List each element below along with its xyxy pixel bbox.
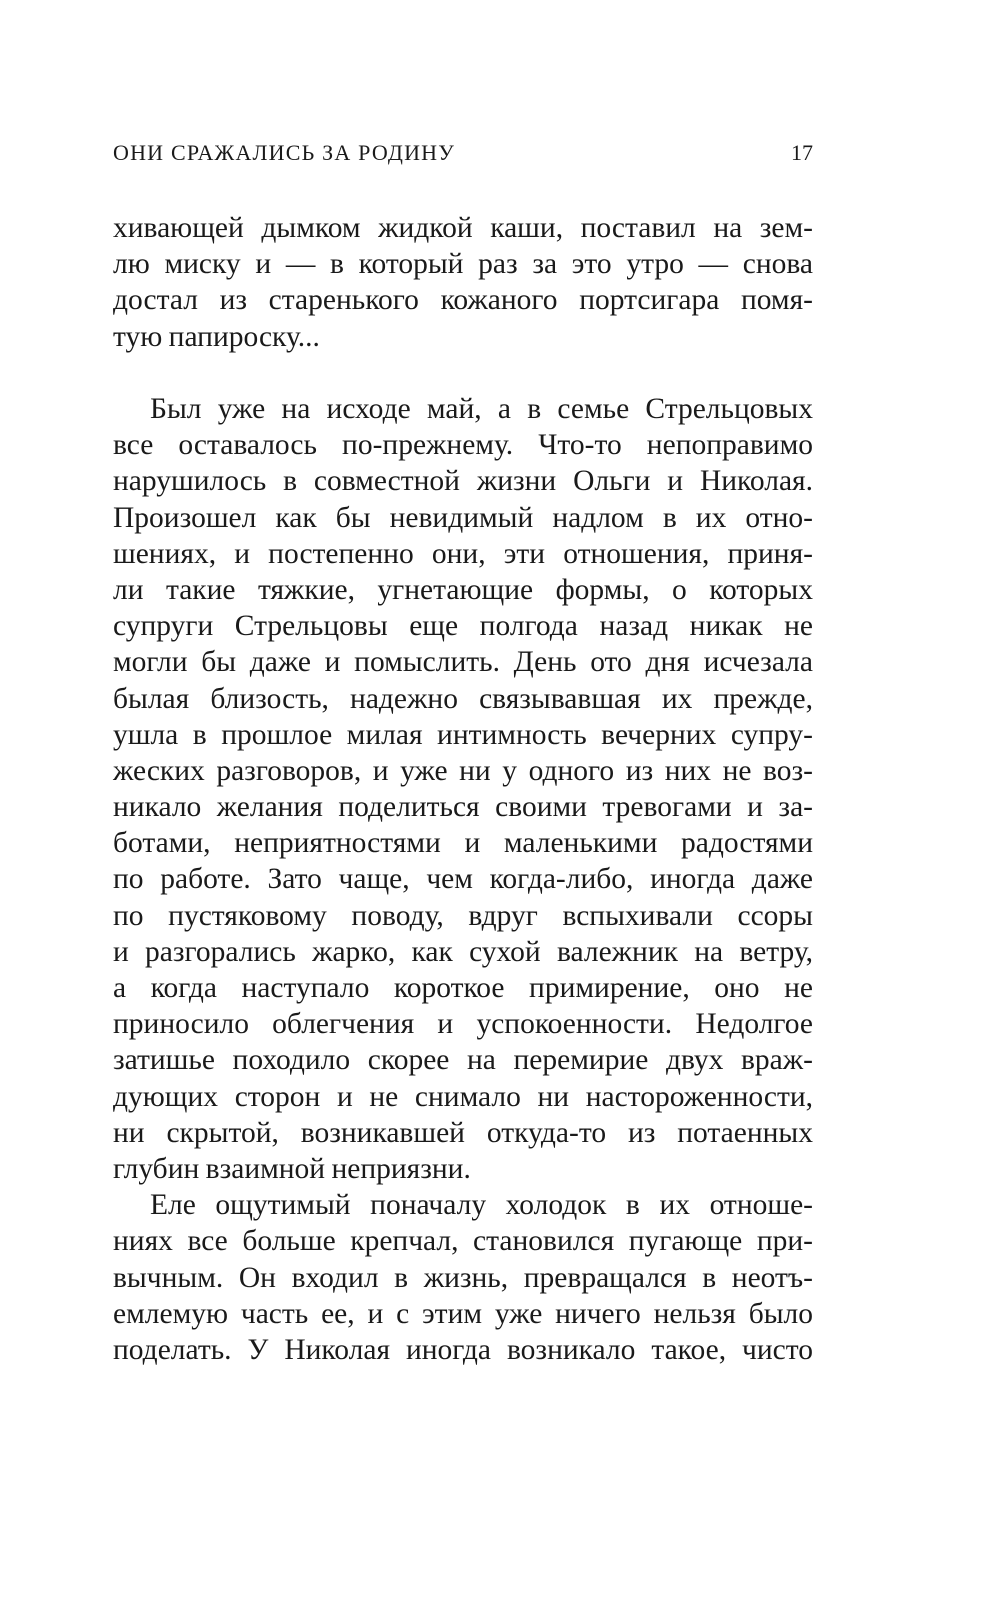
text-line: вычным. Он входил в жизнь, превращался в неотъ- bbox=[113, 1261, 813, 1294]
text-line: нарушилось в совместной жизни Ольги и Николая. bbox=[113, 465, 813, 498]
text-line: Был уже на исходе май, а в семье Стрельцовых bbox=[150, 393, 813, 425]
text-block-main bbox=[113, 391, 813, 1368]
text-line: дующих сторон и не снимало ни настороженности, bbox=[113, 1080, 813, 1113]
text-line: а когда наступало короткое примирение, оно не bbox=[113, 972, 813, 1004]
text-line: по пустяковому поводу, вдруг вспыхивали ссоры bbox=[113, 899, 813, 932]
paragraph bbox=[113, 391, 813, 1187]
text-line: глубин взаимной неприязни. bbox=[113, 1152, 471, 1185]
running-header bbox=[113, 140, 813, 170]
text-line: жеских разговоров, и уже ни у одного из них не воз- bbox=[113, 754, 813, 787]
paragraph bbox=[113, 210, 813, 355]
text-line: ниях все больше крепчал, становился пугающе при- bbox=[113, 1225, 813, 1258]
text-line: и разгорались жарко, как сухой валежник на ветру, bbox=[113, 935, 813, 968]
text-line: ушла в прошлое милая интимность вечерних супру- bbox=[113, 718, 813, 751]
text-line: ли такие тяжкие, угнетающие формы, о которых bbox=[113, 573, 813, 606]
paragraph bbox=[113, 1187, 813, 1368]
text-line: по работе. Зато чаще, чем когда-либо, иногда даже bbox=[113, 863, 813, 896]
text-line: достал из старенького кожаного портсигара помя- bbox=[113, 284, 813, 317]
text-line: супруги Стрельцовы еще полгода назад никак не bbox=[113, 610, 813, 643]
text-line: ни скрытой, возникавшей откуда-то из потаенных bbox=[113, 1116, 813, 1149]
text-line: тую папироску... bbox=[113, 320, 320, 353]
text-line: могли бы даже и помыслить. День ото дня исчезала bbox=[113, 646, 813, 679]
text-line: шениях, и постепенно они, эти отношения, приня- bbox=[113, 537, 813, 570]
text-line: лю миску и — в который раз за это утро — снова bbox=[113, 248, 813, 281]
running-title: ОНИ СРАЖАЛИСЬ ЗА РОДИНУ bbox=[113, 140, 456, 165]
text-line: ботами, неприятностями и маленькими радостями bbox=[113, 827, 813, 860]
text-line: Произошел как бы невидимый надлом в их отно- bbox=[113, 501, 813, 534]
text-line: былая близость, надежно связывавшая их прежде, bbox=[113, 682, 813, 715]
text-line: все оставалось по-прежнему. Что-то непоправимо bbox=[113, 429, 813, 462]
text-line: никало желания поделиться своими тревогами и за- bbox=[113, 791, 813, 824]
text-line: емлемую часть ее, и с этим уже ничего нельзя было bbox=[113, 1297, 813, 1330]
text-line: приносило облегчения и успокоенности. Недолгое bbox=[113, 1008, 813, 1041]
text-line: Еле ощутимый поначалу холодок в их отноше- bbox=[150, 1189, 813, 1222]
text-line: поделать. У Николая иногда возникало такое, чисто bbox=[113, 1333, 813, 1366]
text-block-top bbox=[113, 210, 813, 355]
text-line: затишье походило скорее на перемирие двух враж- bbox=[113, 1044, 813, 1077]
text-line: хивающей дымком жидкой каши, поставил на зем- bbox=[113, 212, 813, 244]
page-number: 17 bbox=[791, 140, 813, 165]
